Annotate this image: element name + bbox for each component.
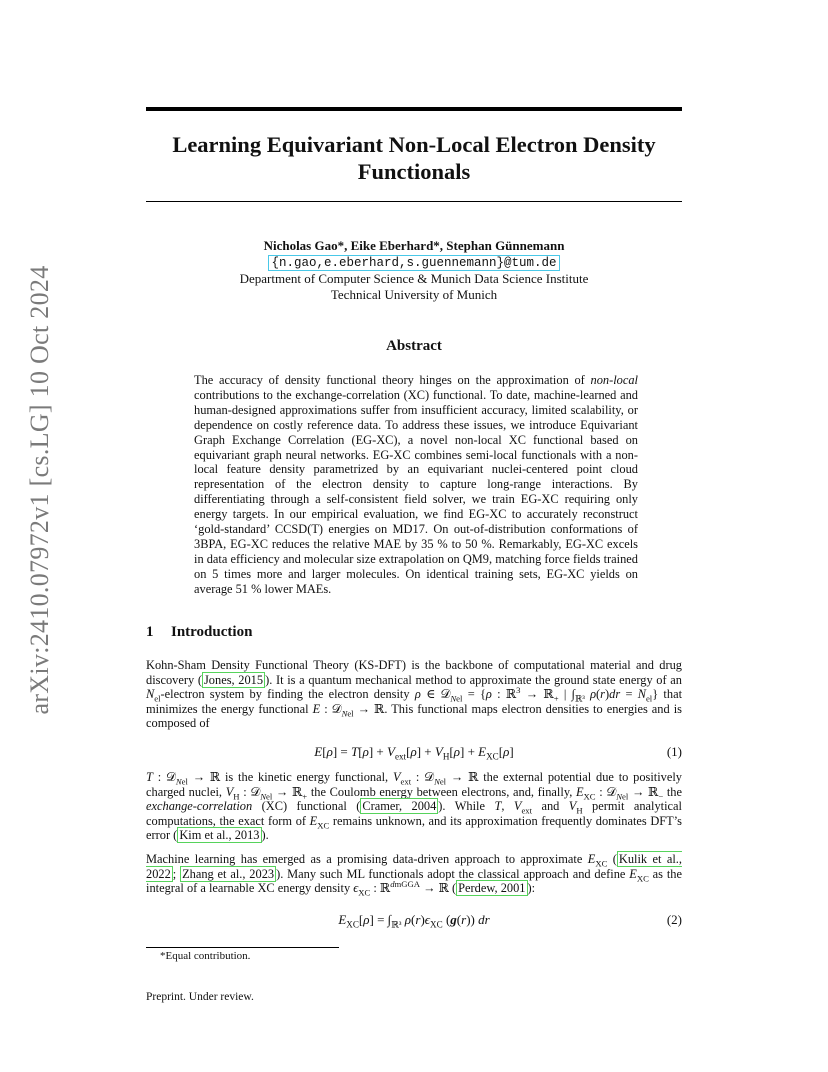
preprint-note: Preprint. Under review.	[146, 991, 254, 1003]
affiliation-line-1: Department of Computer Science & Munich Data Science Institute	[239, 271, 589, 286]
author-email-link[interactable]: {n.gao,e.eberhard,s.guennemann}@tum.de	[268, 255, 559, 271]
footnote-rule	[146, 947, 339, 948]
arxiv-stamp: arXiv:2410.07972v1 [cs.LG] 10 Oct 2024	[25, 265, 54, 715]
title-rule-bottom	[146, 201, 682, 202]
cite-perdew[interactable]: Perdew, 2001	[458, 881, 526, 896]
intro-paragraph-1: Kohn-Sham Density Functional Theory (KS-DFT) is the backbone of computational material and drug discovery ( Jones, 2015 ). It is a quantum mechanical method to approximate the ground state energy of an $N_{el}$-electron system by finding the electron density ρ ∈ 𝒟$_{Nel}$ = {ρ : ℝ$^3$ → ℝ$_+$ | $\int_{ℝ^3}$ $\rho(r)dr = N_{el}$} that minimizes the energy functional E : 𝒟$_{Nel}$ → ℝ. This functional maps electron densities to energies and is composed of	[146, 658, 683, 731]
footnote: *Equal contribution.	[160, 950, 251, 962]
intro-paragraph-2: T : 𝒟$_{Nel}$ → ℝ is the kinetic energy functional, $V_{ext}$ : 𝒟$_{Nel}$ → ℝ the external potential due to positively charged nuclei, $V_H$ : 𝒟$_{Nel}$ → ℝ$_+$ the Coulomb energy between electrons, and, finally, $E_{XC}$ : 𝒟$_{Nel}$ → ℝ$_-$ the exchange-correlation (XC) functional ( Cramer, 2004 ). While T, $V_{ext}$ and $V_H$ permit analytical computations, the exact form of $E_{XC}$ remains unknown, and its approximation frequently dominates DFT’s error ( Kim et al., 2013 ).	[146, 770, 683, 843]
author-names: Nicholas Gao*, Eike Eberhard*, Stephan Günnemann	[263, 238, 565, 253]
cite-jones[interactable]: Jones, 2015	[203, 672, 264, 687]
intro-paragraph-3: Machine learning has emerged as a promising data-driven approach to approximate $E_{XC}$ ( Kulik et al., 2022 ; Zhang et al., 2023 ). Many such ML functionals adopt the classical approach and define $E_{XC}$ as the integral of a learnable XC energy density $\epsilon_{XC}$ : ℝ$^{dmGGA}$ → ℝ ( Perdew, 2001 ):	[146, 852, 682, 898]
equation-number-1: (1)	[666, 744, 682, 759]
abstract-text: The accuracy of density functional theory hinges on the approximation of non-local contributions to the exchange-correlation (XC) functional. To date, machine-learned and human-designed approximations suffer from insufficient accuracy, limited scalability, or dependence on costly reference data. To address these issues, we introduce Equivariant Graph Exchange Correlation (EG-XC), a novel non-local XC functional based on equivariant graph neural networks. EG-XC combines semi-local functionals with a non-local feature density parametrized by an equivariant nuclei-centered point cloud representation of the electron density to capture long-range interactions. By differentiating through a self-consistent field solver, we train EG-XC requiring only energy targets. In our empirical evaluation, we find EG-XC to accurately reconstruct ‘gold-standard’ CCSD(T) energies on MD17. On out-of-distribution conformations of 3BPA, EG-XC reduces the relative MAE by 35 % to 50 %. Remarkably, EG-XC excels in data efficiency and molecular size extrapolation on QM9, matching force fields trained on 5 times more and larger molecules. On identical training sets, EG-XC yields on average 51 % lower MAEs.	[194, 373, 638, 596]
cite-cramer[interactable]: Cramer, 2004	[362, 799, 437, 814]
cite-kulik[interactable]: Kulik et al., 2022	[146, 852, 682, 881]
affiliation-line-2: Technical University of Munich	[330, 286, 498, 302]
section-heading: 1 Introduction	[146, 624, 253, 640]
title-rule-top	[146, 107, 682, 111]
cite-kim[interactable]: Kim et al., 2013	[179, 828, 260, 843]
abstract-heading: Abstract	[386, 338, 442, 354]
author-block	[146, 238, 682, 302]
equation-number-2: (2)	[666, 912, 682, 927]
cite-zhang[interactable]: Zhang et al., 2023	[182, 866, 275, 881]
paper-title: Learning Equivariant Non-Local Electron Density Functionals	[172, 132, 656, 184]
